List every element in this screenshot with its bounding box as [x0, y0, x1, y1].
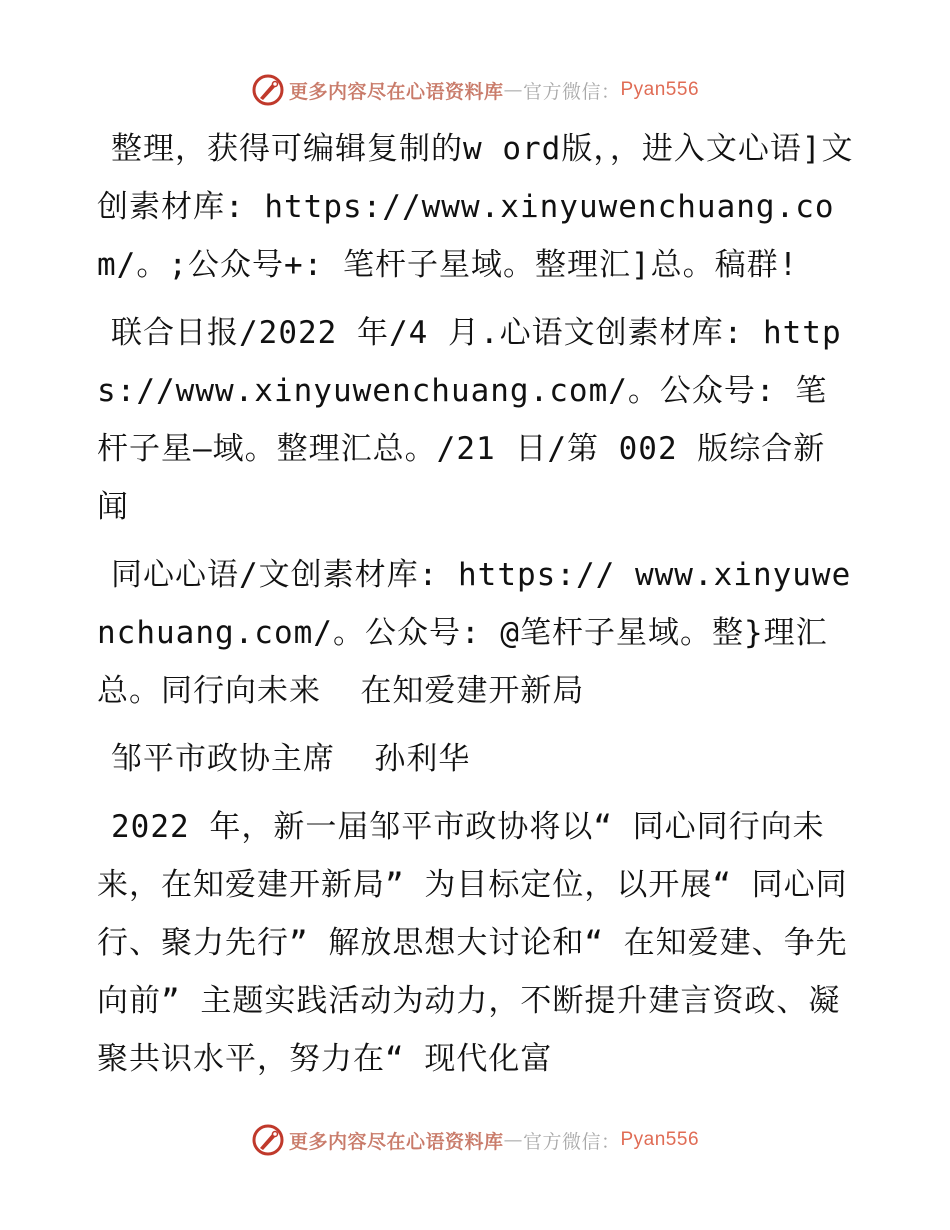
author-line — [97, 730, 857, 788]
watermark-dash: — — [503, 79, 523, 101]
paragraph-3-text: 同心心语/文创素材库: https:// www.xinyuwenchuang.com/。公众号: @笔杆子星域。整}理汇总。同行向未来 在知爱建开新局 — [97, 557, 852, 709]
watermark-wechat-label: 官方微信： — [522, 80, 621, 103]
paragraph-2 — [97, 304, 857, 536]
paragraph-5 — [97, 798, 857, 1088]
paragraph-1 — [97, 120, 857, 294]
brand-logo-icon — [251, 1123, 285, 1157]
watermark-wechat-id: Pyan556 — [620, 79, 700, 100]
footer-watermark — [0, 1120, 950, 1160]
paragraph-3 — [97, 546, 857, 720]
watermark-brand-text: 更多内容尽在心语资料库 — [288, 80, 504, 103]
watermark-wechat-id: Pyan556 — [620, 1129, 700, 1150]
header-watermark — [0, 70, 950, 110]
watermark-wechat-label: 官方微信： — [522, 1130, 621, 1153]
paragraph-2-text: 联合日报/2022 年/4 月.心语文创素材库: https://www.xinyuwenchuang.com/。公众号: 笔杆子星—域。整理汇总。/21 日/第 002 版综合新闻 — [97, 315, 842, 525]
watermark-brand-text: 更多内容尽在心语资料库 — [288, 1130, 504, 1153]
author-line-text: 邹平市政协主席 孙利华 — [111, 741, 471, 777]
watermark-dash: — — [503, 1129, 523, 1151]
document-body — [97, 120, 857, 1098]
brand-logo-icon — [251, 73, 285, 107]
paragraph-5-text: 2022 年，新一届邹平市政协将以“ 同心同行向未来，在知爱建开新局” 为目标定位，以开展“ 同心同行、聚力先行” 解放思想大讨论和“ 在知爱建、争先向前” 主题实践活动为动力，不断提升建言资政、凝聚共识水平，努力在“ 现代化富 — [97, 809, 848, 1077]
paragraph-1-text: 整理，获得可编辑复制的w ord版，，进入文心语]文创素材库: https://www.xinyuwenchuang.com/。;公众号+: 笔杆子星域。整理汇]总。稿群! — [97, 131, 854, 283]
